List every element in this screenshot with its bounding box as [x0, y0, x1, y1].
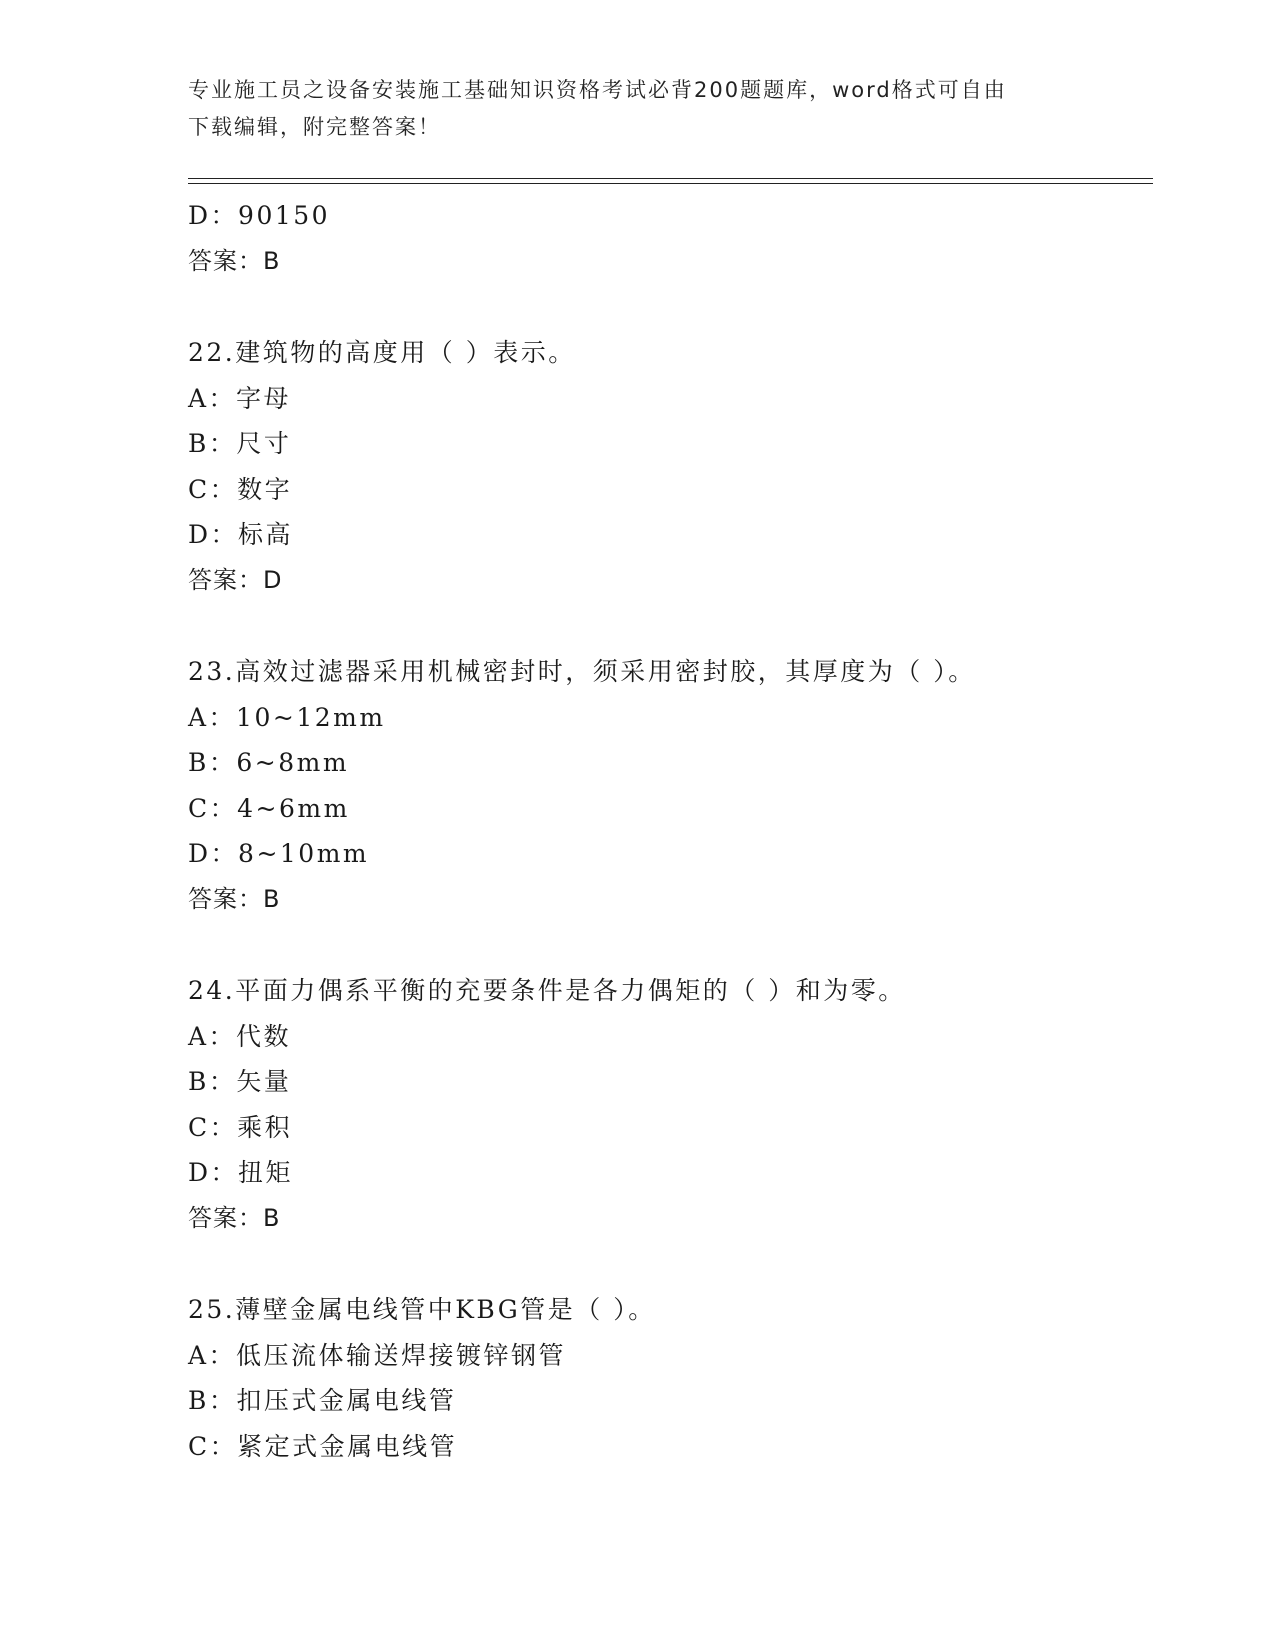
header-divider-top	[188, 178, 1153, 179]
question-24	[188, 968, 1153, 1241]
header-divider-bottom	[188, 183, 1153, 184]
question-23	[188, 649, 1153, 922]
question-list	[188, 193, 1153, 1469]
option-a: A：字母	[188, 383, 292, 413]
option-c: C：乘积	[188, 1112, 293, 1142]
option-d: D：标高	[188, 520, 294, 549]
question-stem: 24.平面力偶系平衡的充要条件是各力偶矩的（ ）和为零。	[188, 976, 906, 1005]
option-c: C：数字	[188, 474, 293, 504]
question-stem: 23.高效过滤器采用机械密封时，须采用密封胶，其厚度为（ ）。	[188, 657, 976, 686]
option-b: B：扣压式金属电线管	[188, 1386, 457, 1415]
question-22	[188, 330, 1153, 603]
header-title-line-2: 下载编辑，附完整答案！	[188, 115, 441, 139]
option-a: A：代数	[188, 1021, 292, 1051]
option-c: C：紧定式金属电线管	[188, 1431, 458, 1461]
answer: 答案：D	[188, 565, 283, 594]
option-b: B：矢量	[188, 1067, 292, 1096]
option-b: B：尺寸	[188, 429, 292, 458]
answer: 答案：B	[188, 1203, 281, 1232]
prev-option-d: D：90150	[188, 201, 331, 230]
option-c: C：4~6mm	[188, 793, 350, 823]
document-header	[188, 72, 1068, 146]
option-d: D：8~10mm	[188, 839, 370, 868]
prev-answer: 答案：B	[188, 246, 281, 275]
option-b: B：6~8mm	[188, 748, 350, 777]
question-stem: 22.建筑物的高度用（ ）表示。	[188, 338, 576, 367]
answer: 答案：B	[188, 884, 281, 913]
option-a: A：低压流体输送焊接镀锌钢管	[188, 1340, 567, 1370]
option-d: D：扭矩	[188, 1158, 294, 1187]
option-a: A：10~12mm	[188, 702, 386, 732]
header-title-line-1: 专业施工员之设备安装施工基础知识资格考试必背200题题库，word格式可自由	[188, 78, 1007, 102]
question-25	[188, 1287, 1153, 1469]
question-stem: 25.薄壁金属电线管中KBG管是（ ）。	[188, 1295, 656, 1324]
